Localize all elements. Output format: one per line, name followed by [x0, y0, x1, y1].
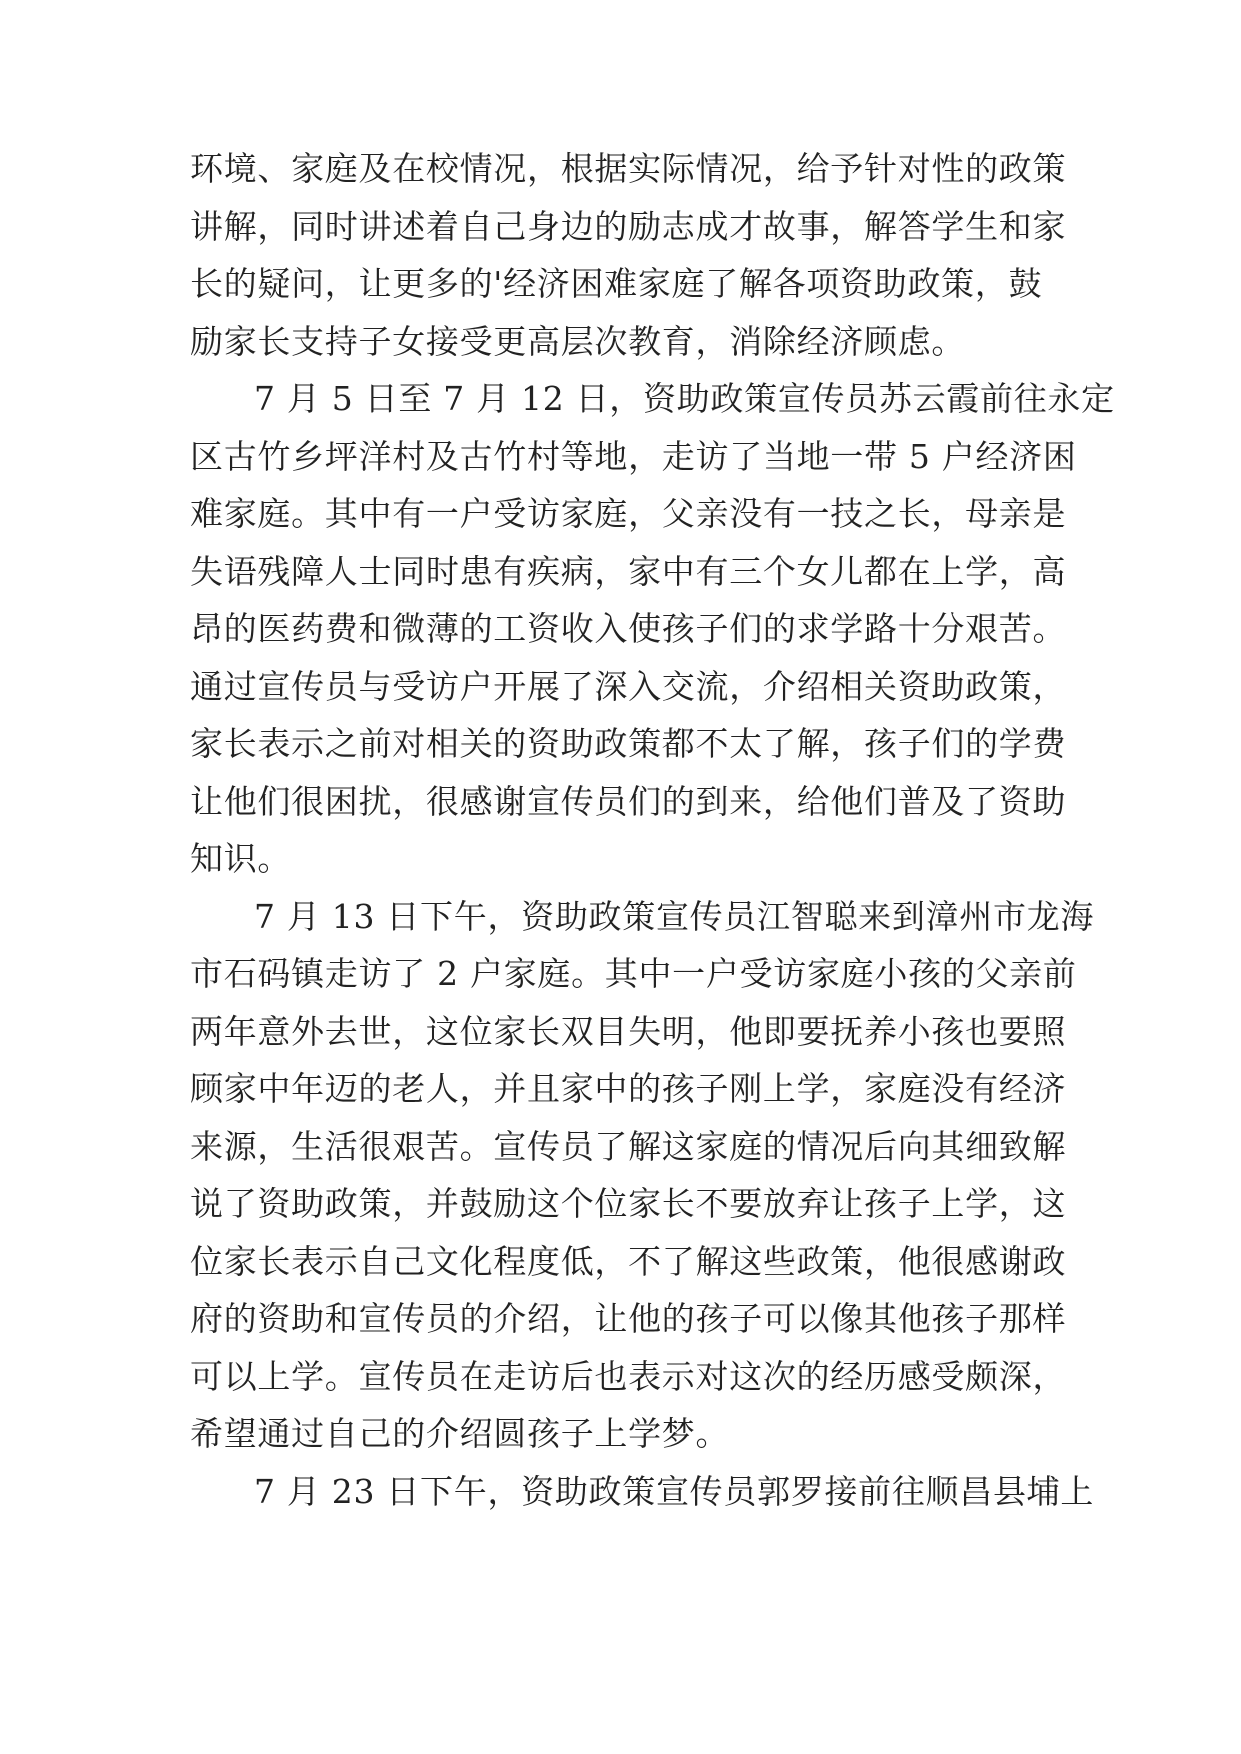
paragraph-2-line-4: 失语残障人士同时患有疾病，家中有三个女儿都在上学，高 — [190, 552, 1067, 591]
paragraph-2-line-3: 难家庭。其中有一户受访家庭，父亲没有一技之长，母亲是 — [190, 494, 1067, 533]
paragraph-3-line-5: 来源，生活很艰苦。宣传员了解这家庭的情况后向其细致解 — [190, 1127, 1067, 1166]
paragraph-2-line-2: 区古竹乡坪洋村及古竹村等地，走访了当地一带 5 户经济困 — [190, 437, 1077, 476]
paragraph-4-line-1: 7 月 23 日下午，资助政策宣传员郭罗接前往顺昌县埔上 — [254, 1472, 1095, 1511]
paragraph-3-line-8: 府的资助和宣传员的介绍，让他的孩子可以像其他孩子那样 — [190, 1299, 1067, 1338]
paragraph-3-line-2: 市石码镇走访了 2 户家庭。其中一户受访家庭小孩的父亲前 — [190, 954, 1077, 993]
paragraph-2-line-1: 7 月 5 日至 7 月 12 日，资助政策宣传员苏云霞前往永定 — [254, 379, 1115, 418]
paragraph-3-line-3: 两年意外去世，这位家长双目失明，他即要抚养小孩也要照 — [190, 1012, 1067, 1051]
paragraph-3-line-6: 说了资助政策，并鼓励这个位家长不要放弃让孩子上学，这 — [190, 1184, 1067, 1223]
paragraph-1-line-2: 讲解，同时讲述着自己身边的励志成才故事，解答学生和家 — [190, 207, 1067, 246]
paragraph-2-line-5: 昂的医药费和微薄的工资收入使孩子们的求学路十分艰苦。 — [190, 609, 1067, 648]
paragraph-3-line-7: 位家长表示自己文化程度低，不了解这些政策，他很感谢政 — [190, 1242, 1067, 1281]
paragraph-2-line-9: 知识。 — [190, 839, 292, 878]
paragraph-2-line-7: 家长表示之前对相关的资助政策都不太了解，孩子们的学费 — [190, 724, 1067, 763]
paragraph-3-line-4: 顾家中年迈的老人，并且家中的孩子刚上学，家庭没有经济 — [190, 1069, 1067, 1108]
paragraph-3-line-9: 可以上学。宣传员在走访后也表示对这次的经历感受颇深， — [190, 1357, 1067, 1396]
paragraph-1-line-1: 环境、家庭及在校情况，根据实际情况，给予针对性的政策 — [190, 149, 1067, 188]
paragraph-2-line-6: 通过宣传员与受访户开展了深入交流，介绍相关资助政策， — [190, 667, 1067, 706]
paragraph-1-line-4: 励家长支持子女接受更高层次教育，消除经济顾虑。 — [190, 322, 966, 361]
paragraph-1-line-3: 长的疑问，让更多的'经济困难家庭了解各项资助政策，鼓 — [190, 264, 1043, 303]
paragraph-2-line-8: 让他们很困扰，很感谢宣传员们的到来，给他们普及了资助 — [190, 782, 1067, 821]
paragraph-3-line-1: 7 月 13 日下午，资助政策宣传员江智聪来到漳州市龙海 — [254, 897, 1095, 936]
paragraph-3-line-10: 希望通过自己的介绍圆孩子上学梦。 — [190, 1414, 730, 1453]
